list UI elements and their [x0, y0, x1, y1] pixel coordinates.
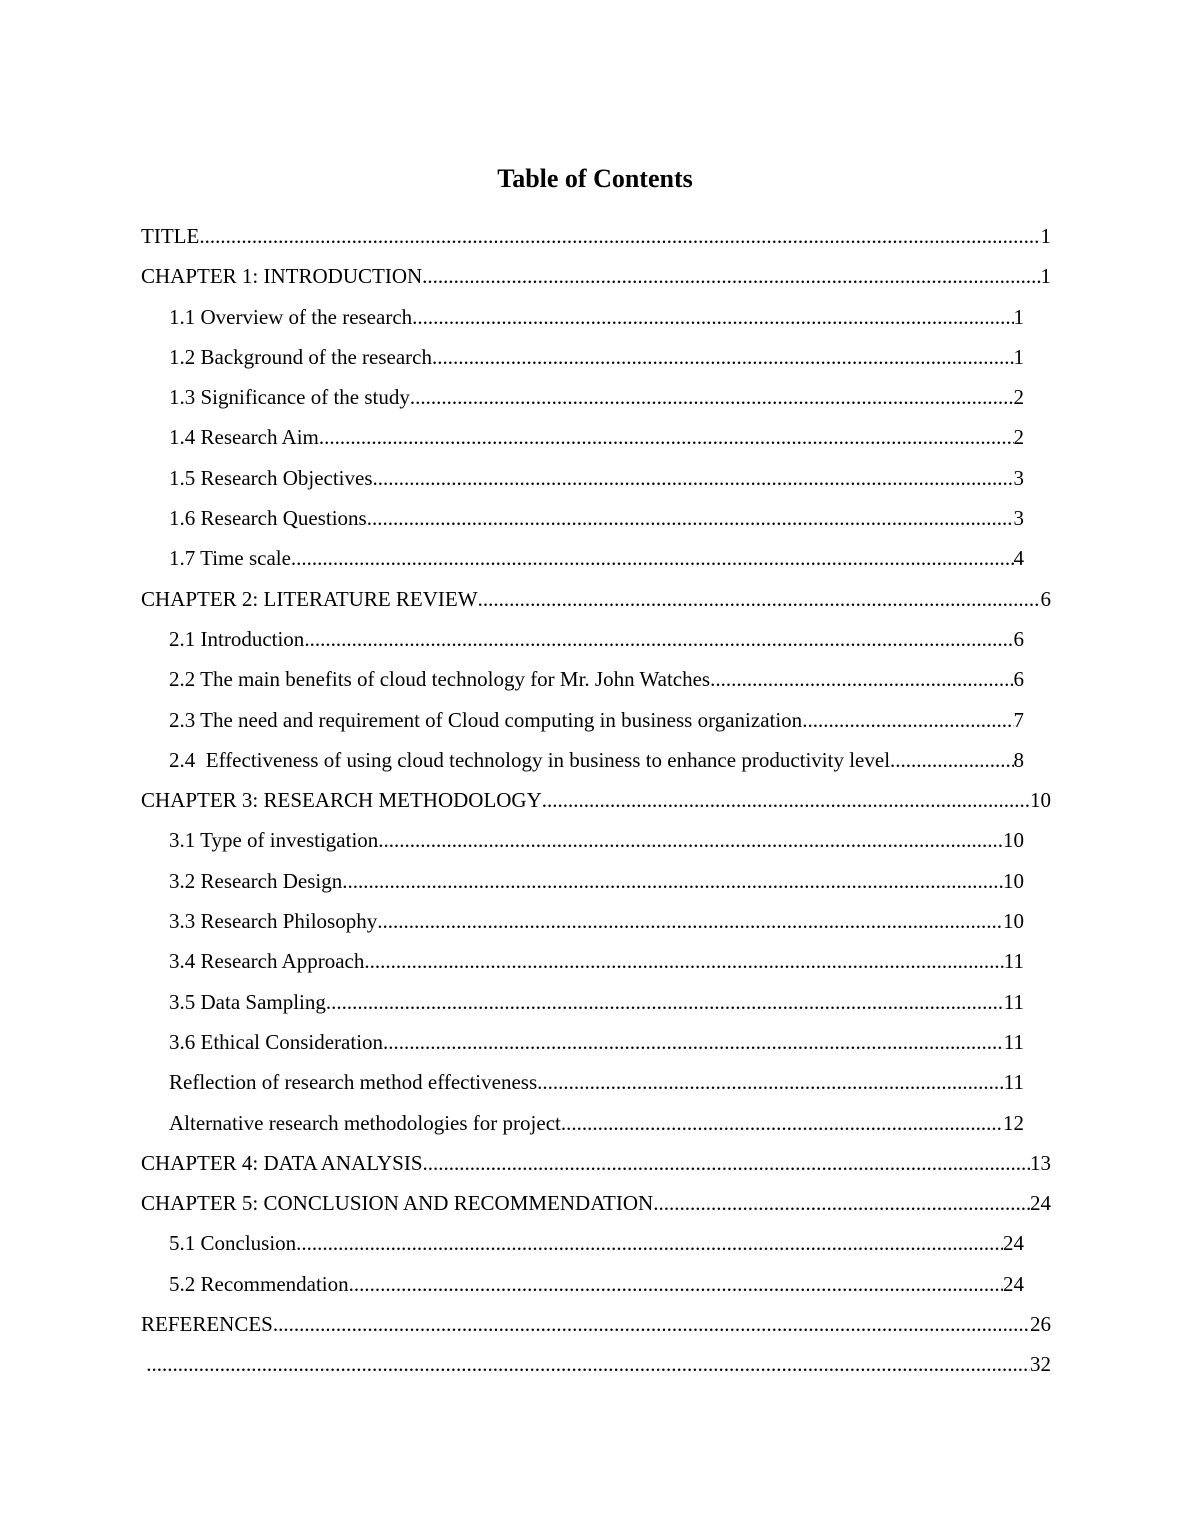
toc-page-number: 10 — [1003, 868, 1024, 893]
toc-entry-title[interactable]: 3.5 Data Sampling — [169, 989, 326, 1014]
toc-entry-row[interactable] — [141, 1187, 1051, 1219]
toc-page-number: 1 — [1013, 304, 1024, 329]
toc-page-number: 24 — [1030, 1191, 1051, 1216]
toc-entry-title[interactable]: CHAPTER 4: DATA ANALYSIS — [141, 1150, 423, 1175]
toc-entry-row[interactable] — [169, 462, 1024, 494]
toc-entry-title[interactable]: Alternative research methodologies for project — [169, 1110, 561, 1135]
toc-entry[interactable] — [0, 1308, 1190, 1348]
toc-dot-leader — [890, 744, 1013, 776]
toc-page-number: 12 — [1003, 1110, 1024, 1135]
toc-entry[interactable] — [0, 1026, 1190, 1066]
toc-dot-leader — [373, 462, 1014, 494]
toc-entry-title[interactable]: 1.4 Research Aim — [169, 425, 319, 450]
toc-entry-row[interactable] — [141, 1147, 1051, 1179]
toc-dot-leader — [342, 865, 1003, 897]
toc-page-number: 6 — [1040, 586, 1051, 611]
toc-page-number: 11 — [1003, 949, 1024, 974]
toc-entry-row[interactable] — [169, 704, 1024, 736]
toc-dot-leader — [304, 623, 1013, 655]
toc-page-number: 10 — [1003, 909, 1024, 934]
toc-entry-row[interactable] — [141, 1348, 1051, 1380]
toc-entry-row[interactable] — [141, 583, 1051, 615]
toc-dot-leader — [383, 1026, 1004, 1058]
toc-page-number: 13 — [1030, 1150, 1051, 1175]
toc-entry[interactable] — [0, 744, 1190, 784]
toc-entry-row[interactable] — [169, 663, 1024, 695]
toc-dot-leader — [364, 945, 1003, 977]
toc-entry-title[interactable]: 2.1 Introduction — [169, 626, 305, 651]
toc-entry[interactable] — [0, 1268, 1190, 1308]
toc-dot-leader — [291, 542, 1014, 574]
toc-page-number: 1 — [1013, 344, 1024, 369]
toc-entry-row[interactable] — [141, 260, 1051, 292]
toc-entry-title[interactable]: 3.4 Research Approach — [169, 949, 365, 974]
toc-entry-title[interactable]: 1.2 Background of the research — [169, 344, 432, 369]
toc-entry-title[interactable]: 5.1 Conclusion — [169, 1231, 297, 1256]
toc-entry[interactable] — [0, 824, 1190, 864]
toc-page-number: 10 — [1003, 828, 1024, 853]
toc-entry-row[interactable] — [169, 1227, 1024, 1259]
toc-entry-title[interactable]: TITLE — [141, 224, 200, 248]
toc-dot-leader — [326, 986, 1004, 1018]
toc-entry-title[interactable]: 1.3 Significance of the study — [169, 385, 410, 410]
toc-dot-leader — [537, 1066, 1004, 1098]
toc-entry-title[interactable]: REFERENCES — [141, 1312, 273, 1337]
toc-entry-row[interactable] — [169, 824, 1024, 856]
toc-entry[interactable] — [0, 1187, 1190, 1227]
toc-entry-row[interactable] — [169, 1066, 1024, 1098]
toc-entry-title[interactable]: Reflection of research method effectiveness — [169, 1070, 538, 1095]
toc-dot-leader — [478, 583, 1041, 615]
toc-entry[interactable] — [0, 1107, 1190, 1147]
toc-page-number: 3 — [1013, 465, 1024, 490]
toc-page-number: 2 — [1013, 425, 1024, 450]
toc-dot-leader — [378, 824, 1003, 856]
toc-dot-leader — [422, 260, 1040, 292]
toc-page-number: 6 — [1013, 667, 1024, 692]
toc-page-number: 1 — [1040, 224, 1051, 248]
toc-entry[interactable] — [0, 260, 1190, 300]
toc-entry-row[interactable] — [169, 623, 1024, 655]
toc-dot-leader — [367, 502, 1014, 534]
toc-entry-row[interactable] — [169, 421, 1024, 453]
toc-entry-row[interactable] — [169, 744, 1024, 776]
toc-entry-title[interactable]: 5.2 Recommendation — [169, 1271, 349, 1296]
toc-entry[interactable] — [0, 542, 1190, 582]
toc-entry-title[interactable]: CHAPTER 2: LITERATURE REVIEW — [141, 586, 478, 611]
toc-entry-row[interactable] — [141, 1308, 1051, 1340]
toc-entry[interactable] — [0, 1227, 1190, 1267]
toc-dot-leader — [561, 1107, 1003, 1139]
toc-page-number: 26 — [1030, 1312, 1051, 1337]
toc-entry[interactable] — [0, 1348, 1190, 1388]
toc-entry-row[interactable] — [141, 784, 1051, 816]
toc-dot-leader — [349, 1268, 1003, 1300]
toc-entry[interactable] — [0, 341, 1190, 381]
toc-entry-title[interactable]: 3.2 Research Design — [169, 868, 343, 893]
toc-dot-leader — [653, 1187, 1030, 1219]
toc-entry-row[interactable] — [169, 905, 1024, 937]
toc-page-number: 3 — [1013, 506, 1024, 531]
toc-entry-title[interactable]: CHAPTER 5: CONCLUSION AND RECOMMENDATION — [141, 1191, 654, 1216]
toc-entry-row[interactable] — [169, 1026, 1024, 1058]
toc-entry[interactable] — [0, 905, 1190, 945]
toc-page-number: 11 — [1003, 989, 1024, 1014]
toc-entry[interactable] — [0, 986, 1190, 1026]
toc-entry-row[interactable] — [169, 986, 1024, 1018]
toc-page-number: 8 — [1013, 747, 1024, 772]
toc-entry[interactable] — [0, 220, 1190, 260]
toc-dot-leader — [377, 905, 1003, 937]
toc-entry[interactable] — [0, 663, 1190, 703]
toc-page-number: 24 — [1003, 1231, 1024, 1256]
toc-entry-row[interactable] — [169, 341, 1024, 373]
toc-entry[interactable] — [0, 784, 1190, 824]
toc-entry-title[interactable]: 1.1 Overview of the research — [169, 304, 413, 329]
toc-dot-leader — [423, 1147, 1030, 1179]
toc-entry[interactable] — [0, 301, 1190, 341]
toc-dot-leader — [273, 1308, 1030, 1340]
toc-entry-row[interactable] — [169, 865, 1024, 897]
toc-dot-leader — [802, 704, 1013, 736]
toc-entry-title[interactable]: 2.4 Effectiveness of using cloud technology in business to enhance productivity level — [169, 747, 891, 772]
toc-dot-leader — [542, 784, 1030, 816]
toc-entry-title[interactable]: 3.6 Ethical Consideration — [169, 1029, 384, 1054]
toc-heading: Table of Contents — [497, 164, 693, 193]
toc-entry[interactable] — [0, 462, 1190, 502]
toc-entry-title[interactable]: 1.6 Research Questions — [169, 506, 367, 531]
toc-entry[interactable] — [0, 1147, 1190, 1187]
toc-dot-leader — [432, 341, 1014, 373]
toc-entry[interactable] — [0, 1066, 1190, 1106]
toc-dot-leader — [710, 663, 1013, 695]
toc-entry-row[interactable] — [141, 220, 1051, 252]
toc-dot-leader — [410, 381, 1014, 413]
toc-entry-title[interactable]: CHAPTER 1: INTRODUCTION — [141, 264, 423, 289]
toc-entry[interactable] — [0, 502, 1190, 542]
toc-dot-leader — [146, 1348, 1030, 1380]
toc-entry-row[interactable] — [169, 1268, 1024, 1300]
toc-entry[interactable] — [0, 381, 1190, 421]
toc-entry-title[interactable]: 2.3 The need and requirement of Cloud computing in business organization — [169, 707, 803, 732]
toc-page-number: 4 — [1013, 546, 1024, 571]
toc-page-number: 11 — [1003, 1070, 1024, 1095]
toc-entry[interactable] — [0, 865, 1190, 905]
toc-page-number: 1 — [1040, 264, 1051, 289]
toc-entry-title[interactable]: 3.3 Research Philosophy — [169, 909, 378, 934]
toc-page-number: 11 — [1003, 1029, 1024, 1054]
toc-page-number: 7 — [1013, 707, 1024, 732]
toc-entry-row[interactable] — [169, 542, 1024, 574]
toc-dot-leader — [296, 1227, 1003, 1259]
toc-dot-leader — [319, 421, 1014, 453]
toc-entry-row[interactable] — [169, 381, 1024, 413]
toc-entry[interactable] — [0, 704, 1190, 744]
toc-entry-row[interactable] — [169, 502, 1024, 534]
toc-entry[interactable] — [0, 583, 1190, 623]
toc-entry-title[interactable]: 3.1 Type of investigation — [169, 828, 379, 853]
toc-entry-title[interactable]: 2.2 The main benefits of cloud technology for Mr. John Watches — [169, 667, 711, 692]
toc-entry-title[interactable]: 1.5 Research Objectives — [169, 465, 373, 490]
toc-list — [0, 220, 1190, 1389]
toc-entry-title[interactable]: CHAPTER 3: RESEARCH METHODOLOGY — [141, 788, 542, 813]
toc-entry-title[interactable]: 1.7 Time scale — [169, 546, 291, 571]
toc-page-number: 32 — [1030, 1352, 1051, 1377]
toc-entry[interactable] — [0, 945, 1190, 985]
toc-page-number: 24 — [1003, 1271, 1024, 1296]
toc-entry[interactable] — [0, 421, 1190, 461]
toc-dot-leader — [199, 220, 1040, 252]
toc-entry-row[interactable] — [169, 1107, 1024, 1139]
toc-page-number: 2 — [1013, 385, 1024, 410]
toc-dot-leader — [412, 301, 1013, 333]
toc-entry-row[interactable] — [169, 945, 1024, 977]
toc-entry-row[interactable] — [169, 301, 1024, 333]
toc-entry[interactable] — [0, 623, 1190, 663]
toc-page-number: 10 — [1030, 788, 1051, 813]
toc-page-number: 6 — [1013, 626, 1024, 651]
